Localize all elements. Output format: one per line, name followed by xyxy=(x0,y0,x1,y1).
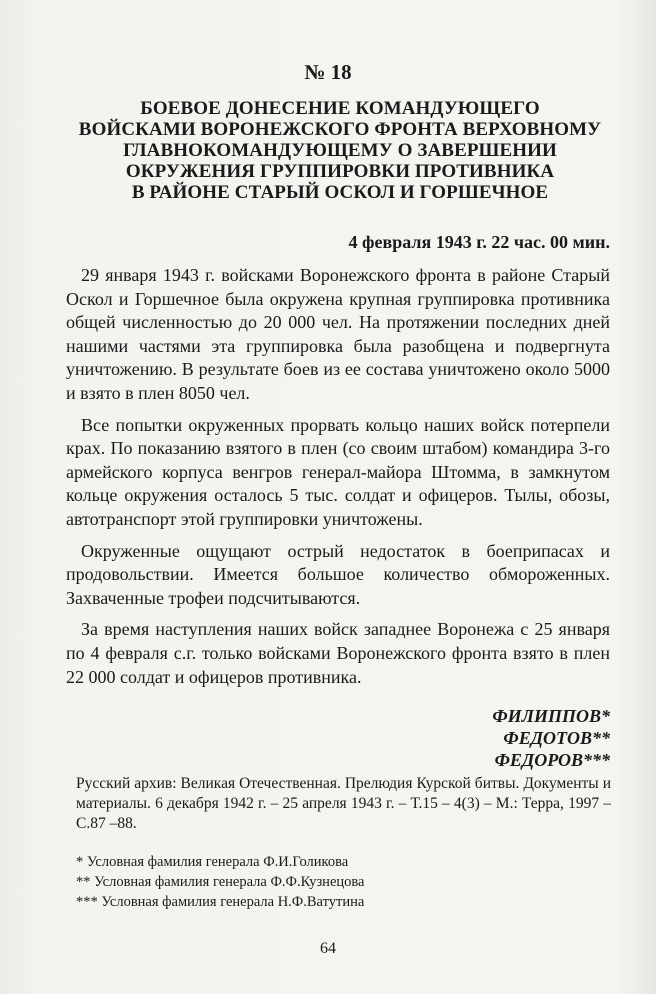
footnote: ** Условная фамилия генерала Ф.Ф.Кузнецова xyxy=(76,874,365,890)
page-number: 64 xyxy=(320,940,336,957)
body-paragraph: Все попытки окруженных прорвать кольцо наших войск потерпели крах. По показанию взятого в плен (со своим штабом) командира 3-го армейского корпуса венгров генерал-майора Штомма, в замкнутом кольце окружения осталось 5 тыс. солдат и офицеров. Тылы, обозы, автотранспорт этой группировки уничтожены. xyxy=(66,414,610,529)
title-line: БОЕВОЕ ДОНЕСЕНИЕ КОМАНДУЮЩЕГО xyxy=(140,98,540,119)
footnotes xyxy=(76,852,616,912)
footnote: *** Условная фамилия генерала Н.Ф.Ватутина xyxy=(76,894,365,910)
signature-block xyxy=(492,705,610,771)
title-line: ВОЙСКАМИ ВОРОНЕЖСКОГО ФРОНТА ВЕРХОВНОМУ xyxy=(78,119,602,140)
document-date: 4 февраля 1943 г. 22 час. 00 мин. xyxy=(348,232,610,252)
document-body xyxy=(66,264,610,697)
title-line: ГЛАВНОКОМАНДУЮЩЕМУ О ЗАВЕРШЕНИИ xyxy=(123,140,557,161)
signature: ФИЛИППОВ* xyxy=(492,706,610,726)
signature: ФЕДОТОВ** xyxy=(503,728,610,748)
footnote: * Условная фамилия генерала Ф.И.Голикова xyxy=(76,854,349,870)
body-paragraph: За время наступления наших войск западнее Воронежа с 25 января по 4 февраля с.г. только войсками Воронежского фронта взято в плен 22 000 солдат и офицеров противника. xyxy=(66,619,610,687)
title-line: ОКРУЖЕНИЯ ГРУППИРОВКИ ПРОТИВНИКА xyxy=(125,161,555,182)
source-citation: Русский архив: Великая Отечественная. Прелюдия Курской битвы. Документы и материалы. 6 декабря 1942 г. – 25 апреля 1943 г. – Т.15 – 4(3) – М.: Терра, 1997 – С.87 –88. xyxy=(76,775,611,832)
body-paragraph: 29 января 1943 г. войсками Воронежского фронта в районе Старый Оскол и Горшечное была окружена крупная группировка противника общей численностью до 20 000 чел. На протяжении последних дней нашими частями эта группировка была разобщена и подвергнута уничтожению. В результате боев из ее состава уничтожено около 5000 и взято в плен 8050 чел. xyxy=(66,265,610,403)
body-paragraph: Окруженные ощущают острый недостаток в боеприпасах и продовольствии. Имеется большое количество обмороженных. Захваченные трофеи подсчитываются. xyxy=(66,540,610,608)
signature: ФЕДОРОВ*** xyxy=(494,750,610,770)
document-number: № 18 xyxy=(304,60,352,84)
title-line: В РАЙОНЕ СТАРЫЙ ОСКОЛ И ГОРШЕЧНОЕ xyxy=(131,182,549,203)
document-title xyxy=(60,98,620,203)
